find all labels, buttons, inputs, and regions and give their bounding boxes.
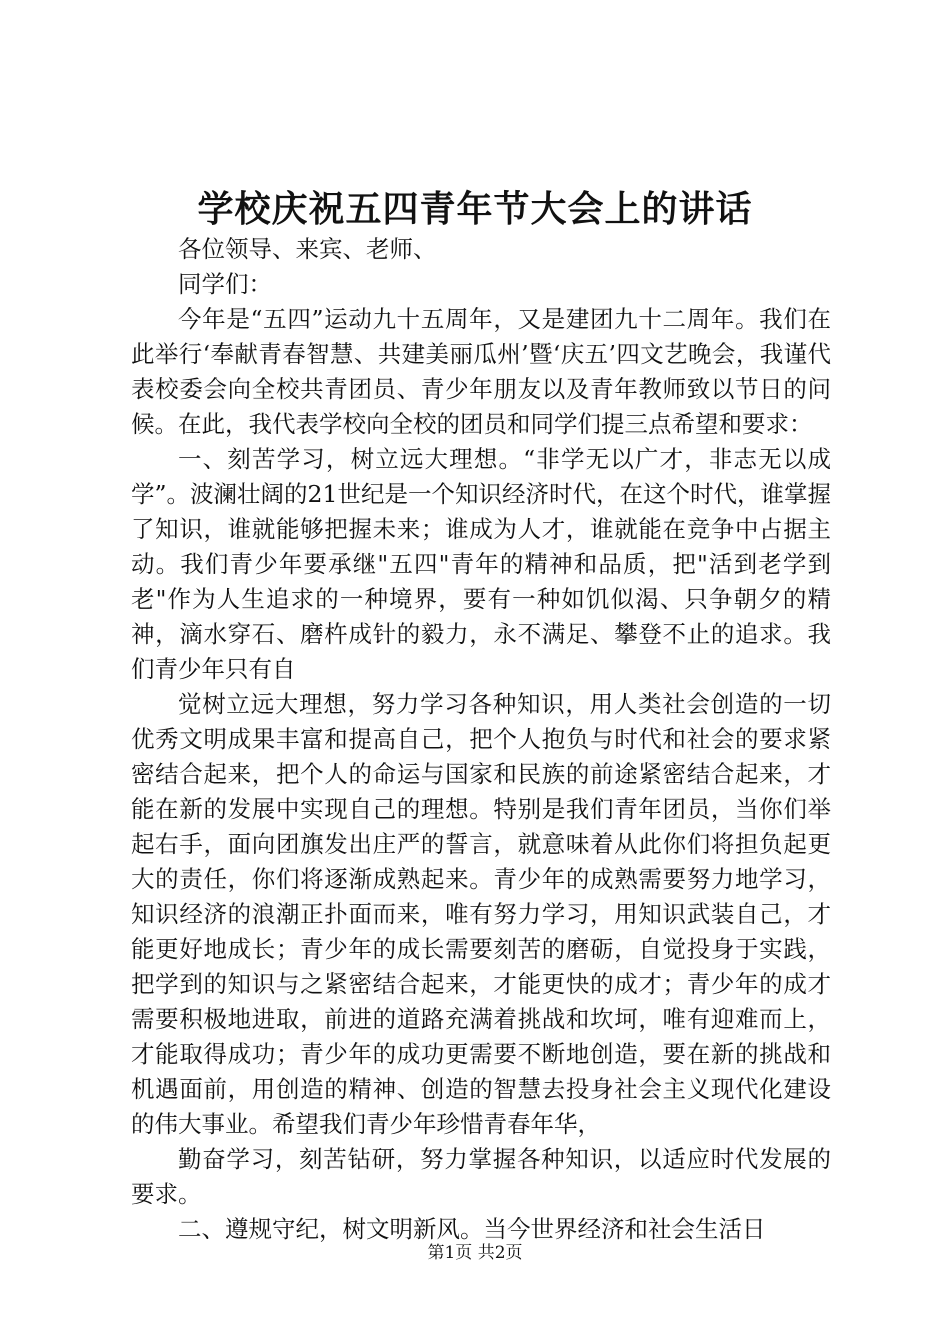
body-paragraph: 勤奋学习，刻苦钻研，努力掌握各种知识，以适应时代发展的要求。 [131, 1145, 831, 1208]
greeting-line: 同学们： [178, 270, 272, 298]
body-paragraph: 一、刻苦学习，树立远大理想。“非学无以广才，非志无以成学”。波澜壮阔的21世纪是一个知识经济时代，在这个时代，谁掌握了知识，谁就能够把握未来；谁成为人才，谁就能在竞争中占据主动。我们青少年要承继"五四"青年的精神和品质，把"活到老学到老"作为人生追求的一种境界，要有一种如饥似渴、只争朝夕的精神，滴水穿石、磨杵成针的毅力，永不满足、攀登不止的追求。我们青少年只有自 [131, 445, 831, 683]
document-body [131, 232, 831, 1247]
body-paragraph: 觉树立远大理想，努力学习各种知识，用人类社会创造的一切优秀文明成果丰富和提高自己，把个人抱负与时代和社会的要求紧密结合起来，把个人的命运与国家和民族的前途紧密结合起来，才能在新的发展中实现自己的理想。特别是我们青年团员，当你们举起右手，面向团旗发出庄严的誓言，就意味着从此你们将担负起更大的责任，你们将逐渐成熟起来。青少年的成熟需要努力地学习，知识经济的浪潮正扑面而来，唯有努力学习，用知识武装自己，才能更好地成长；青少年的成长需要刻苦的磨砺，自觉投身于实践，把学到的知识与之紧密结合起来，才能更快的成才；青少年的成才需要积极地进取，前进的道路充满着挑战和坎坷，唯有迎难而上，才能取得成功；青少年的成功更需要不断地创造，要在新的挑战和机遇面前，用创造的精神、创造的智慧去投身社会主义现代化建设的伟大事业。希望我们青少年珍惜青春年华， [131, 690, 831, 1138]
body-paragraph: 二、遵规守纪，树文明新风。当今世界经济和社会生活日 [178, 1215, 766, 1243]
page-number-footer: 第1页 共2页 [427, 1243, 523, 1263]
greeting-line: 各位领导、来宾、老师、 [178, 235, 437, 263]
body-paragraph: 今年是“五四”运动九十五周年，又是建团九十二周年。我们在此举行‘奉献青春智慧、共建美丽瓜州’暨‘庆五’四文艺晚会，我谨代表校委会向全校共青团员、青少年朋友以及青年教师致以节日的问候。在此，我代表学校向全校的团员和同学们提三点希望和要求： [131, 305, 831, 438]
document-title: 学校庆祝五四青年节大会上的讲话 [197, 188, 753, 230]
